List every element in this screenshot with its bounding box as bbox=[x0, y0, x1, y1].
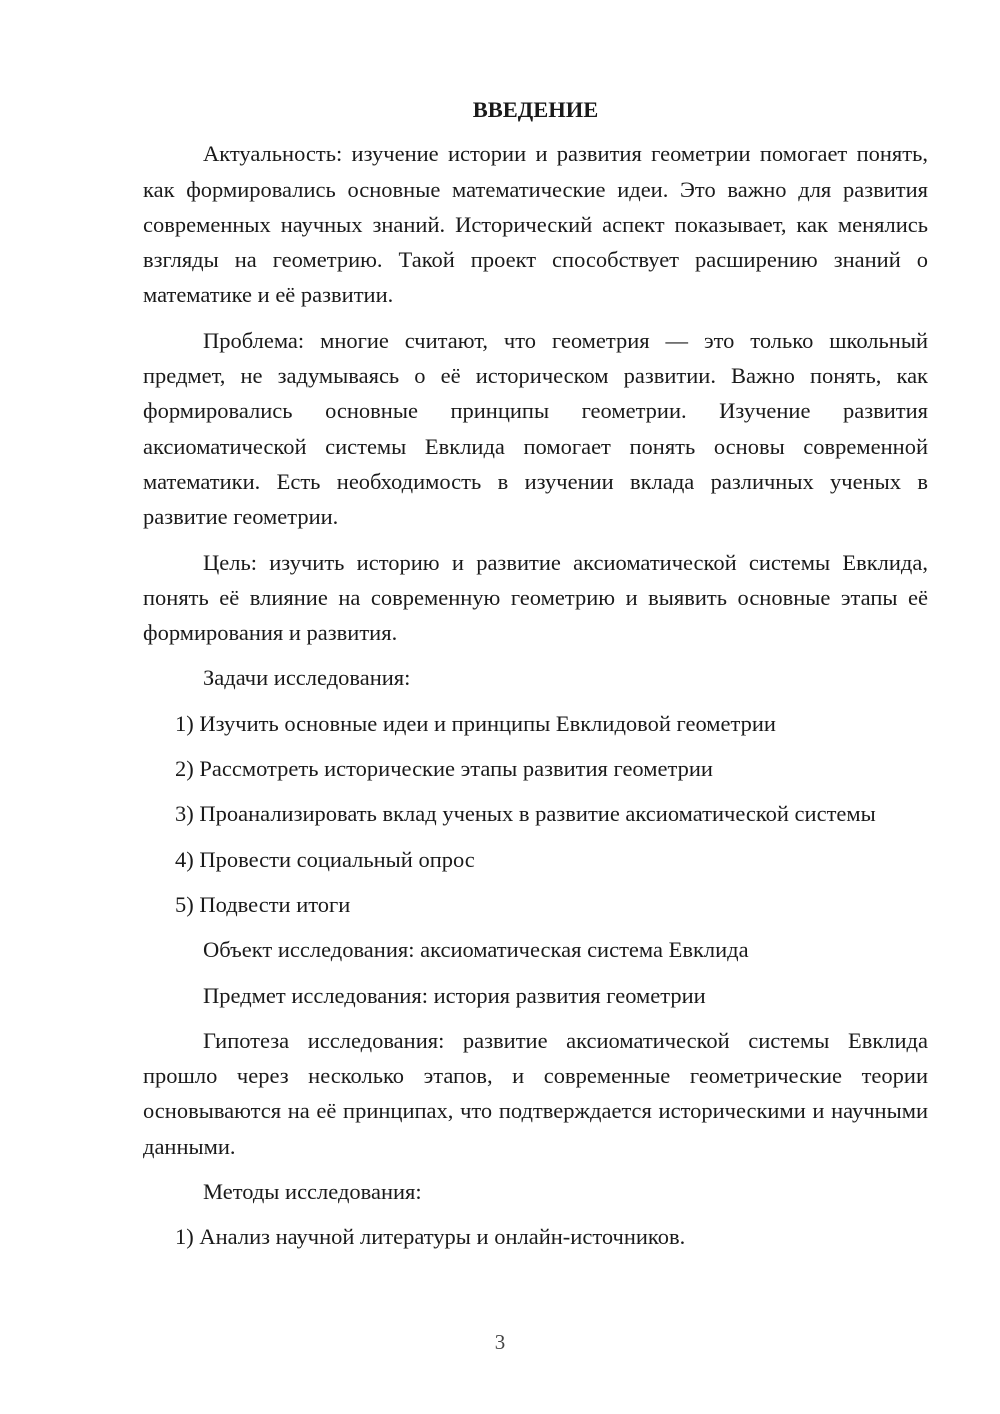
paragraph-hypothesis: Гипотеза исследования: развитие аксиоматической системы Евклида прошло через несколько этапов, и современные геометрические теории основываются на её принципах, что подтверждается историческими и научными данными. bbox=[143, 1027, 928, 1159]
methods-heading: Методы исследования: bbox=[203, 1179, 422, 1205]
method-item: 1) Анализ научной литературы и онлайн-источников. bbox=[175, 1224, 686, 1250]
page-number: 3 bbox=[494, 1330, 506, 1354]
task-item: 2) Рассмотреть исторические этапы развития геометрии bbox=[175, 756, 713, 782]
paragraph-relevance: Актуальность: изучение истории и развития геометрии помогает понять, как формировались основные математические идеи. Это важно для развития современных научных знаний. Исторический аспект показывает, как менялись взгляды на геометрию. Такой проект способствует расширению знаний о математике и её развитии. bbox=[143, 141, 928, 308]
paragraph-object: Объект исследования: аксиоматическая система Евклида bbox=[203, 937, 749, 963]
document-page bbox=[143, 92, 928, 1265]
task-item: 3) Проанализировать вклад ученых в развитие аксиоматической системы bbox=[175, 801, 876, 827]
task-item: 5) Подвести итоги bbox=[175, 891, 351, 917]
tasks-heading: Задачи исследования: bbox=[203, 665, 411, 691]
paragraph-problem: Проблема: многие считают, что геометрия — это только школьный предмет, не задумываясь о её историческом развитии. Важно понять, как формировались основные принципы геометрии. Изучение развития аксиоматической системы Евклида помогает понять основы современной математики. Есть необходимость в изучении вклада различных ученых в развитие геометрии. bbox=[143, 327, 928, 530]
task-item: 1) Изучить основные идеи и принципы Евклидовой геометрии bbox=[175, 710, 776, 736]
task-item: 4) Провести социальный опрос bbox=[175, 846, 475, 872]
section-title: ВВЕДЕНИЕ bbox=[472, 97, 599, 122]
paragraph-subject: Предмет исследования: история развития геометрии bbox=[203, 982, 706, 1008]
paragraph-goal: Цель: изучить историю и развитие аксиоматической системы Евклида, понять её влияние на современную геометрию и выявить основные этапы её формирования и развития. bbox=[143, 549, 928, 646]
